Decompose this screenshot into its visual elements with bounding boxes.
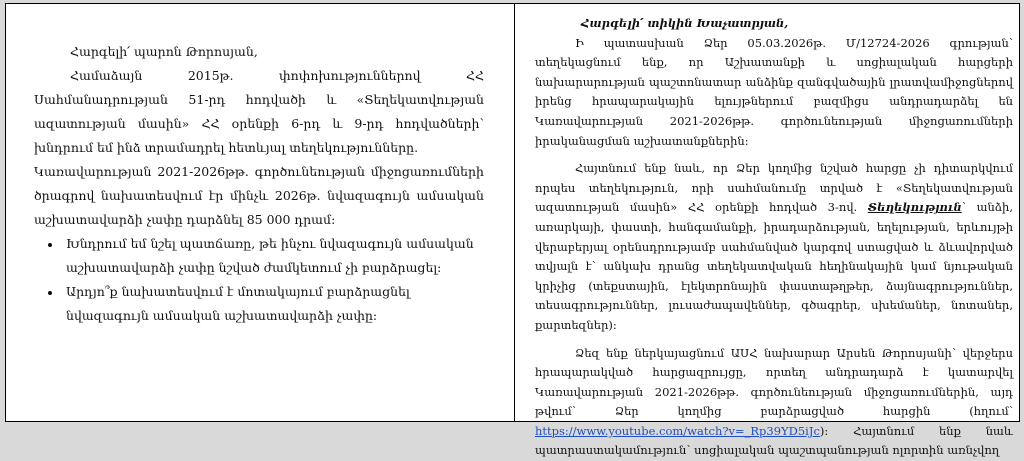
response-salutation: Հարգելի՛ տիկին Խաչատրյան, xyxy=(535,14,1013,34)
response-letter xyxy=(535,14,1013,461)
interview-intro: Ձեզ ենք ներկայացնում ԱՍՀ նախարար Արսեն Թորոսյանի՝ վերջերս հրապարակված հարցազրույցը, որտեղ անդրադարձ է կատարվել Կառավարության 2021-2026թթ. գործունեության միջոցառումներին, այդ թվում՝ Ձեր կողմից բարձրացված հարցին (հղում՝ xyxy=(535,346,1013,419)
request-question-list xyxy=(34,232,484,328)
response-paragraph: Ի պատասխան Ձեր 05.03.2026թ. Մ/12724-2026 գրության՝ տեղեկացնում ենք, որ Աշխատանքի և սոցիալական հարցերի նախարարության պաշտոնատար անձինք զանգվածային լրատվամիջոցներով իրենց հրապարակային ելույթներում բազմիցս անդրադարձել են Կառավարության 2021-2026թթ. գործունեության միջոցառումների իրականացման աշխատանքներին: xyxy=(535,34,1013,152)
request-letter xyxy=(34,40,484,328)
response-paragraph xyxy=(535,344,1013,461)
defined-term: Տեղեկություն xyxy=(868,200,962,214)
definition-text: ՝ անձի, առարկայի, փաստի, հանգամանքի, իրադարձության, եղելության, երևույթի վերաբերյալ օրենսդրությամբ սահմանված կարգով ստացված և ձևավորված տվյալն է՝ անկախ դրանց տեղեկատվական հեղինակային կամ նյութական կրիչից (տեքստային, էլեկտրոնային փաստաթղթեր, ձայնագրություններ, տեսագրություններ, լուսաժապավեններ, գծագրեր, սխեմաներ, նոտաներ, քարտեզներ): xyxy=(535,200,1013,332)
request-question: • Խնդրում եմ նշել պատճառը, թե ինչու նվազագույն ամսական աշխատավարձի չափը նշված ժամկետում չի բարձրացել: xyxy=(62,232,484,280)
response-column xyxy=(515,4,1019,421)
document-page xyxy=(5,3,1020,422)
request-column xyxy=(6,4,514,421)
request-intro: Համաձայն 2015թ. փոփոխություններով ՀՀ Սահմանադրության 51-րդ հոդվածի և «Տեղեկատվության ազատության մասին» ՀՀ օրենքի 6-րդ և 9-րդ հոդվածների՝ խնդրում եմ ինձ տրամադրել հետևյալ տեղեկությունները. xyxy=(34,64,484,160)
interview-link[interactable]: https://www.youtube.com/watch?v=_Rp39YD5iJc xyxy=(535,424,820,438)
request-context: Կառավարության 2021-2026թթ. գործունեության միջոցառումների ծրագրով նախատեսվում էր մինչև 2026թ. նվազագույն ամսական աշխատավարձի չափը դարձնել 85 000 դրամ: xyxy=(34,160,484,232)
definition-lead: Հայտնում ենք նաև, որ Ձեր կողմից նշված հարցը չի դիտարկվում որպես տեղեկություն, որի սահմանումը տրված է «Տեղեկատվության ազատության մասին» ՀՀ օրենքի հոդված 3-ով. xyxy=(535,161,1013,214)
interview-outro: ): Հայտնում ենք նաև պատրաստակամություն՝ սոցիալական պաշտպանության ոլորտին առնչվող xyxy=(535,424,1013,458)
request-question: • Արդյո՞ք նախատեսվում է մոտակայում բարձրացնել նվազագույն ամսական աշխատավարձի չափը: xyxy=(62,280,484,328)
request-greeting: Հարգելի՛ պարոն Թորոսյան, xyxy=(34,40,484,64)
response-paragraph xyxy=(535,159,1013,335)
